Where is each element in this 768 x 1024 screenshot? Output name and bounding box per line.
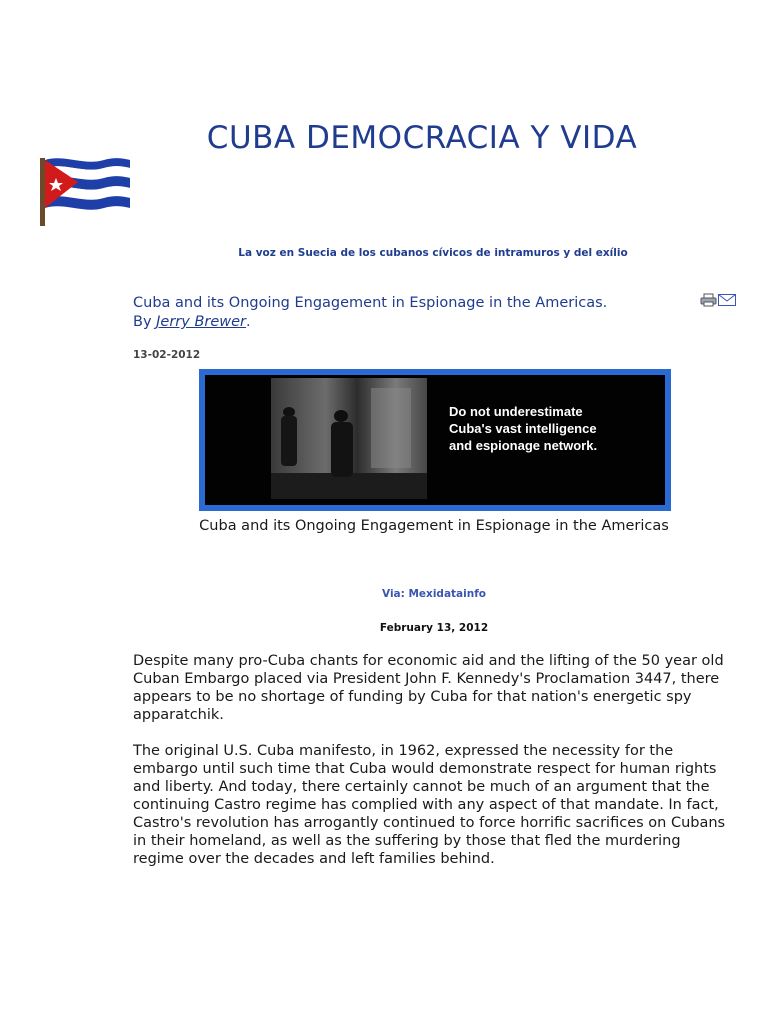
banner-text: Do not underestimate Cuba's vast intelligence and espionage network. [449, 404, 598, 453]
printer-icon[interactable] [700, 293, 717, 307]
article-paragraph: Despite many pro-Cuba chants for economic aid and the lifting of the 50 year old Cuban Embargo placed via President John F. Kennedy's Proclamation 3447, there appears to be no shortage of funding by Cuba for that nation's energetic spy apparatchik. [133, 653, 724, 723]
envelope-icon[interactable] [718, 294, 736, 306]
article-date: 13-02-2012 [133, 349, 201, 361]
byline-prefix: By [133, 314, 152, 330]
author-link[interactable]: Jerry Brewer [156, 314, 247, 330]
article-paragraph: The original U.S. Cuba manifesto, in 1962, expressed the necessity for the embargo until such time that Cuba would demonstrate respect for human rights and liberty. And today, there certainly cannot be much of an argument that the continuing Castro regime has complied with any aspect of that mandate. In fact, Castro's revolution has arrogantly continued to force horrific sacrifices on Cubans in their homeland, as well as the suffering by those that fled the murdering regime over the decades and left families behind. [133, 743, 726, 867]
site-title: CUBA DEMOCRACIA Y VIDA [206, 120, 638, 156]
via-source: Via: Mexidatainfo [382, 588, 486, 600]
image-caption: Cuba and its Ongoing Engagement in Espionage in the Americas [199, 518, 669, 534]
byline-suffix: . [246, 314, 251, 330]
cuba-flag-icon [34, 154, 134, 226]
article-tools [700, 292, 738, 308]
article-banner-image [199, 369, 671, 511]
spy-photo [271, 378, 427, 499]
banner-inner [205, 375, 665, 505]
published-date: February 13, 2012 [379, 622, 489, 634]
article-title [133, 294, 693, 332]
article-title-text: Cuba and its Ongoing Engagement in Espionage in the Americas. [133, 295, 608, 311]
tagline: La voz en Suecia de los cubanos cívicos de intramuros y del exílio [238, 247, 628, 259]
